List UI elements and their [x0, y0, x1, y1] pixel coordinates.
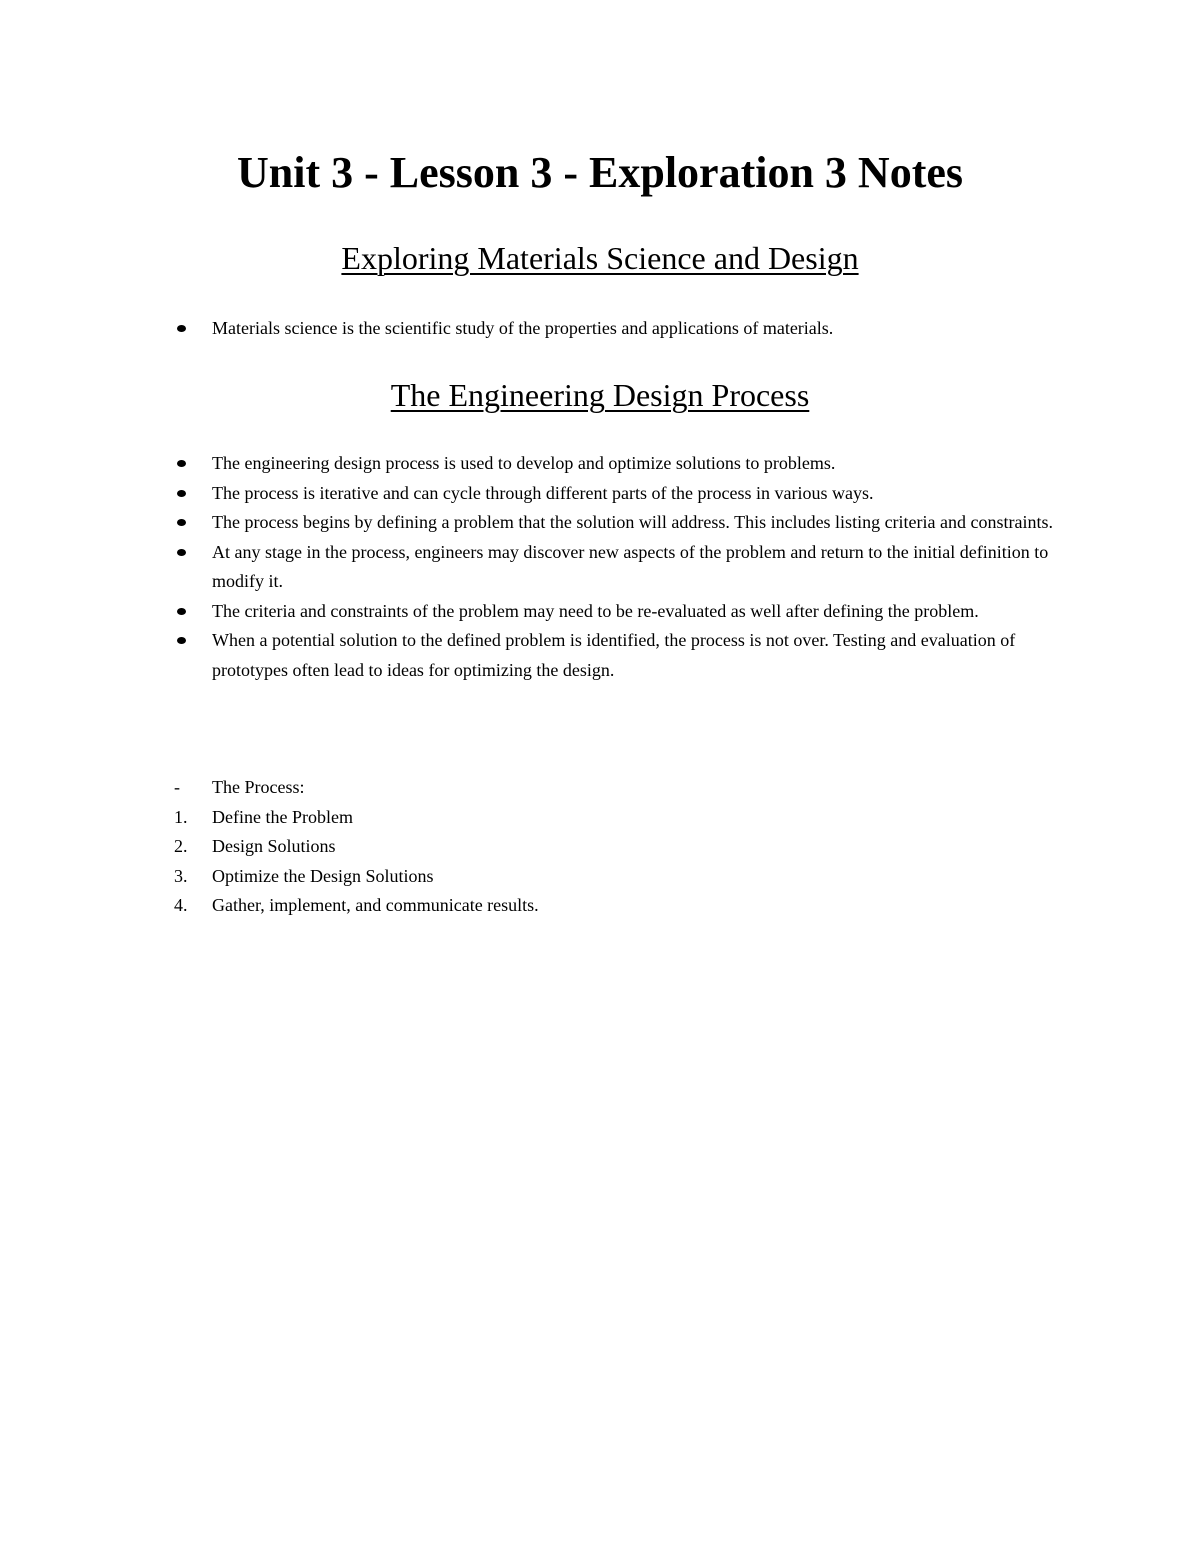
section-heading-materials-science: Exploring Materials Science and Design	[341, 240, 859, 276]
list-item-text: The engineering design process is used to develop and optimize solutions to problems.	[212, 453, 836, 473]
materials-bullet-list	[0, 314, 1200, 344]
bullet-icon	[177, 637, 186, 644]
process-steps-list	[0, 773, 1200, 921]
bullet-icon	[177, 608, 186, 615]
list-item	[0, 314, 1200, 344]
bullet-icon	[177, 549, 186, 556]
step-text: Define the Problem	[212, 806, 353, 827]
step-text: Design Solutions	[212, 836, 336, 856]
bullet-icon	[177, 460, 186, 467]
page-title: Unit 3 - Lesson 3 - Exploration 3 Notes	[236, 148, 964, 197]
process-label: The Process:	[212, 777, 305, 797]
step-number: 2.	[174, 836, 188, 856]
list-item-text: The criteria and constraints of the problem may need to be re-evaluated as well after defining the problem.	[212, 600, 979, 621]
bullet-icon	[177, 519, 186, 526]
step-text: Gather, implement, and communicate results.	[212, 895, 539, 915]
step-number: 4.	[174, 895, 188, 915]
step-text: Optimize the Design Solutions	[212, 865, 434, 886]
bullet-icon	[177, 325, 186, 332]
process-step	[0, 832, 1200, 862]
list-item	[0, 508, 1200, 538]
bullet-icon	[177, 490, 186, 497]
list-item-text: Materials science is the scientific study of the properties and applications of materials.	[212, 318, 834, 338]
engineering-bullet-list	[0, 449, 1200, 685]
process-label-item	[0, 773, 1200, 803]
list-item	[0, 538, 1200, 597]
list-item-text: The process is iterative and can cycle through different parts of the process in various ways.	[212, 482, 874, 503]
list-item-text: At any stage in the process, engineers may discover new aspects of the problem and return to the initial definition to modify it.	[212, 541, 1049, 591]
list-item	[0, 597, 1200, 627]
dash-marker: -	[174, 777, 180, 797]
process-step	[0, 803, 1200, 833]
list-item	[0, 479, 1200, 509]
list-item	[0, 626, 1200, 685]
list-item-text: The process begins by defining a problem that the solution will address. This includes listing criteria and constraints.	[212, 512, 1053, 532]
list-item-text: When a potential solution to the defined problem is identified, the process is not over. Testing and evaluation of prototypes often lead to ideas for optimizing the design.	[212, 630, 1016, 680]
process-step	[0, 891, 1200, 921]
step-number: 1.	[174, 806, 188, 827]
process-step	[0, 862, 1200, 892]
section-heading-engineering-design-process: The Engineering Design Process	[390, 377, 810, 413]
list-item	[0, 449, 1200, 479]
step-number: 3.	[174, 865, 188, 886]
